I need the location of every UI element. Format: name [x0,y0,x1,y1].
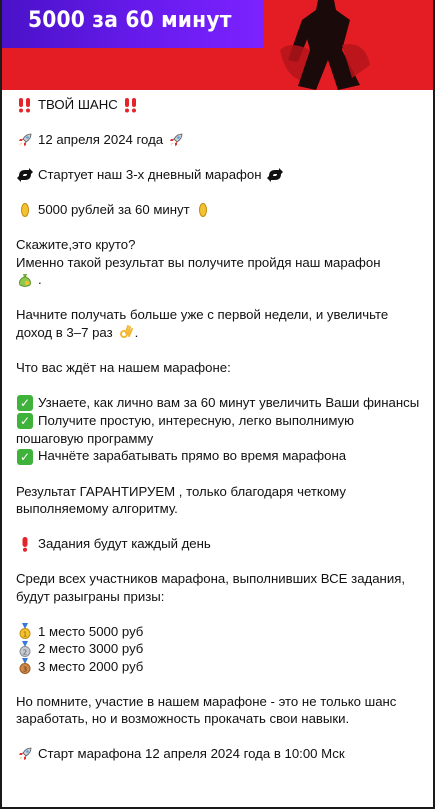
remember-text: Но помните, участие в нашем марафоне - это не только шанс заработать, но и возможность прокачать свои навыки. [16,693,397,727]
guarantee-line [16,483,421,518]
svg-text:1: 1 [22,630,28,639]
start-now-line [16,306,421,324]
benefit-item [16,394,421,412]
prize-text: 3 место 2000 руб [38,658,144,674]
income-line [16,324,421,342]
guarantee-text: Результат ГАРАНТИРУЕМ , только благодаря четкому выполняемому алгоритму. [16,483,346,517]
chance-text: ТВОЙ ШАНС [38,97,118,112]
start-rest: получать больше уже с первой недели, и увеличьте [67,307,389,322]
prizes-intro-text: Среди всех участников марафона, выполнивших ВСЕ задания, будут разыграны призы: [16,571,406,604]
benefit-text: Получите простую, интересную, легко выполнимую пошаговую программу [16,412,355,446]
rocket-icon [16,131,34,148]
waiting-line [16,359,421,377]
final-line [16,745,421,763]
svg-text:3: 3 [22,665,28,674]
income-end: . [134,324,139,340]
coin-icon [194,201,212,218]
money-bag-icon [16,271,34,288]
income-text: доход в 3–7 раз [16,324,113,340]
banner-title: 5000 за 60 минут [28,8,232,33]
reward-line [16,201,421,219]
double-exclamation-icon [16,96,34,113]
final-text: Старт марафона 12 апреля 2024 года в 10:00 Мск [38,746,345,762]
question-line-3 [16,271,421,289]
swirl-arrow-icon [16,166,34,183]
gold-medal-icon [16,623,34,640]
question-text-1: Скажите,это круто? [16,237,136,252]
benefit-item [16,412,421,448]
benefit-item [16,447,421,465]
prize-item [16,623,421,641]
benefit-text: Начнёте зарабатывать прямо во время марафона [38,448,347,464]
start-text: Стартует наш 3-х дневный марафон [38,167,262,182]
question-text-2: Именно такой результат вы получите пройдя наш марафон [16,254,381,270]
silver-medal-icon [16,640,34,657]
swirl-arrow-icon [266,166,284,183]
svg-text:2: 2 [22,648,28,657]
prizes-intro-line [16,570,421,605]
promo-banner[interactable] [2,0,433,90]
start-word: Начните [16,307,68,322]
exclamation-icon [16,535,34,552]
prize-item [16,658,421,676]
start-line [16,166,421,184]
prize-text: 2 место 3000 руб [38,641,144,657]
prize-item [16,640,421,658]
post-body [16,96,421,763]
question-line-2 [16,254,421,272]
check-mark-icon: ✓ [16,395,34,412]
tasks-text: Задания будут каждый день [38,536,211,552]
bronze-medal-icon [16,658,34,675]
person-figure-image [280,0,370,90]
prize-text: 1 место 5000 руб [38,623,144,639]
reward-text: 5000 рублей за 60 минут [38,202,190,217]
date-text: 12 апреля 2024 года [38,132,164,147]
double-exclamation-icon [122,96,140,113]
rocket-icon [167,131,185,148]
benefit-text: Узнаете, как лично вам за 60 минут увеличить Ваши финансы [38,394,420,410]
date-line [16,131,421,149]
check-mark-icon: ✓ [16,413,34,430]
coin-icon [16,201,34,218]
check-mark-icon: ✓ [16,448,34,465]
tasks-line [16,535,421,553]
chance-line [16,96,421,114]
remember-line [16,693,421,728]
question-end: . [38,272,42,287]
question-line-1 [16,236,421,254]
rocket-icon [16,745,34,762]
waiting-text: Что вас ждёт на нашем марафоне: [16,359,231,375]
ok-hand-icon [117,324,135,341]
